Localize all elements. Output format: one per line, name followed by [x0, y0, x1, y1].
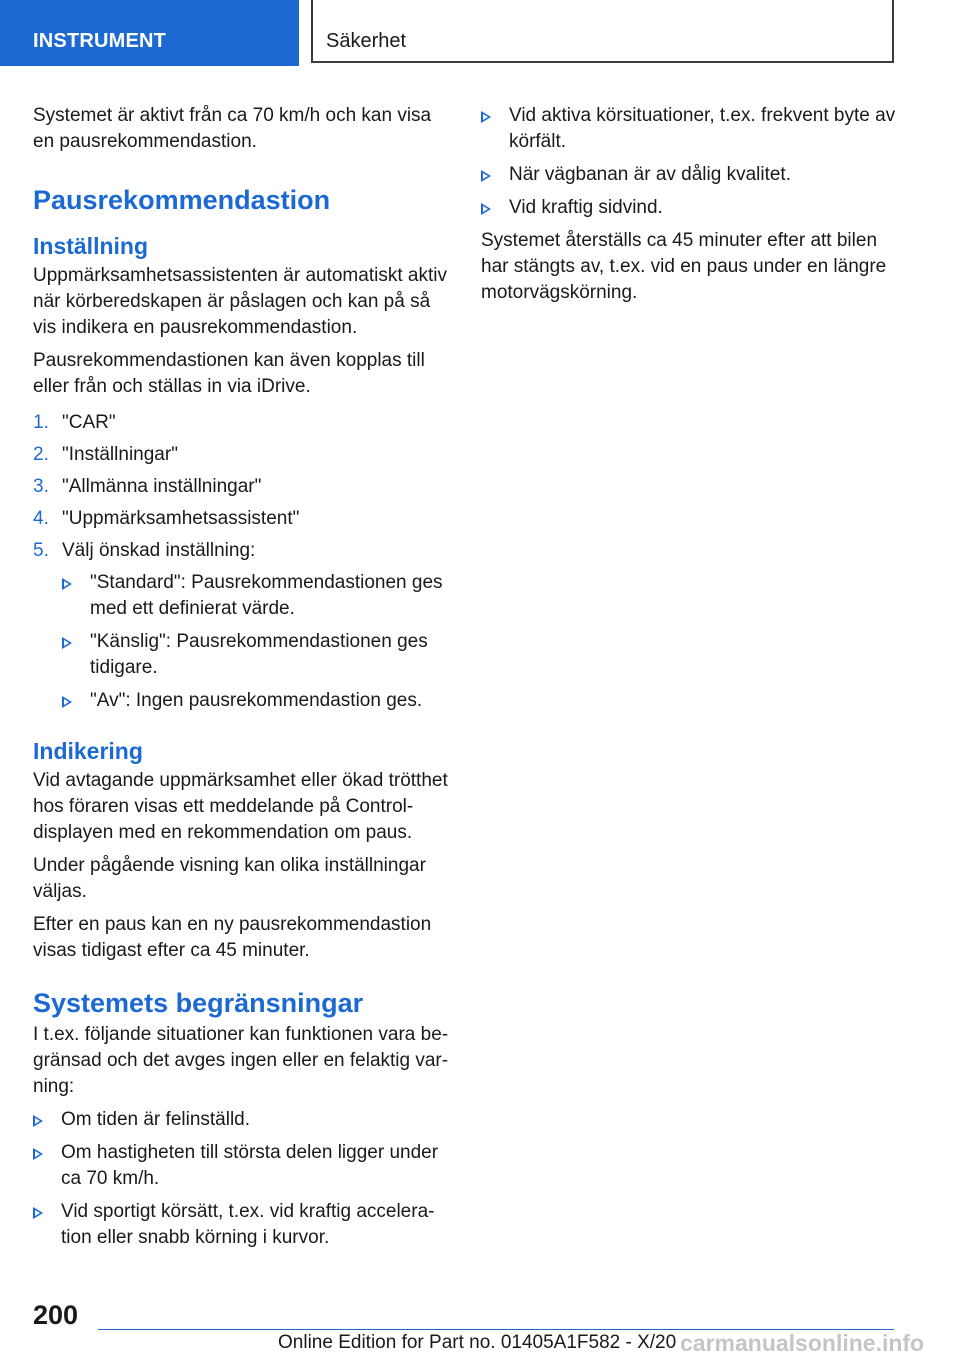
- heading-pause-recommendation: Pausrekommendastion: [33, 185, 331, 215]
- indication-paragraph-3: Efter en paus kan en ny pausrekommendastion visas tidigast efter ca 45 minuter.: [33, 914, 432, 961]
- indication-paragraph-2: Under pågående visning kan olika inställningar väljas.: [33, 855, 426, 902]
- page-number: 200: [33, 1300, 79, 1330]
- limit-text: När vägbanan är av dålig kvalitet.: [509, 164, 791, 185]
- step-item: [33, 474, 451, 500]
- triangle-bullet-icon: [62, 637, 72, 649]
- chapter-tab: [311, 0, 894, 63]
- triangle-bullet-icon: [33, 1148, 43, 1160]
- setting-steps: [33, 410, 451, 714]
- step-number: 3.: [33, 476, 49, 497]
- reset-paragraph: Systemet återställs ca 45 minuter efter att bilen har stängts av, t.ex. vid en paus under en längre motorvägskörning.: [481, 230, 887, 303]
- step-item: [33, 506, 451, 532]
- triangle-bullet-icon: [33, 1115, 43, 1127]
- edition-text: Online Edition for Part no. 01405A1F582 - X/20: [278, 1332, 677, 1353]
- heading-system-limits: Systemets begränsningar: [33, 988, 364, 1018]
- section-tab: [0, 0, 299, 66]
- limits-paragraph: I t.ex. följande situationer kan funktionen vara begränsad och det avges ingen eller en felaktig varning:: [33, 1024, 449, 1097]
- page-header: [0, 0, 960, 66]
- step-text: "Allmänna inställningar": [62, 476, 262, 497]
- section-title: INSTRUMENT: [33, 30, 167, 52]
- step-number: 1.: [33, 412, 49, 433]
- setting-paragraph-2: Pausrekommendastionen kan även kopplas till eller från och ställas in via iDrive.: [33, 350, 425, 397]
- limit-text: Vid aktiva körsituationer, t.ex. frekvent byte av körfält.: [509, 105, 896, 152]
- limit-text: Vid sportigt körsätt, t.ex. vid kraftig acceleration eller snabb körning i kurvor.: [61, 1201, 435, 1248]
- indication-paragraph-1: Vid avtagande uppmärksamhet eller ökad trötthet hos föraren visas ett meddelande på Control-displayen med en rekommendation om paus.: [33, 770, 448, 843]
- option-text: "Standard": Pausrekommendastionen ges med ett definierat värde.: [90, 572, 443, 619]
- triangle-bullet-icon: [481, 111, 491, 123]
- triangle-bullet-icon: [62, 696, 72, 708]
- limits-list: [33, 1107, 451, 1251]
- option-list: [62, 570, 451, 714]
- right-column: [481, 103, 899, 313]
- step-number: 2.: [33, 444, 49, 465]
- triangle-bullet-icon: [481, 203, 491, 215]
- step-text: "CAR": [62, 412, 116, 433]
- step-text: Välj önskad inställning:: [62, 540, 256, 561]
- list-item: [62, 629, 451, 681]
- limit-text: Vid kraftig sidvind.: [509, 197, 663, 218]
- triangle-bullet-icon: [33, 1207, 43, 1219]
- limit-text: Om hastigheten till största delen ligger under ca 70 km/h.: [61, 1142, 439, 1189]
- step-item: [33, 442, 451, 468]
- list-item: [481, 162, 899, 188]
- chapter-title: Säkerhet: [326, 30, 407, 52]
- option-text: "Av": Ingen pausrekommendastion ges.: [90, 690, 423, 711]
- list-item: [62, 570, 451, 622]
- heading-setting: Inställning: [33, 233, 148, 259]
- list-item: [33, 1107, 451, 1133]
- step-number: 5.: [33, 540, 49, 561]
- left-column: [33, 103, 451, 1258]
- list-item: [62, 688, 451, 714]
- list-item: [481, 195, 899, 221]
- limits-list-continued: [481, 103, 899, 221]
- step-item: [33, 410, 451, 436]
- step-text: "Inställningar": [62, 444, 178, 465]
- list-item: [33, 1199, 451, 1251]
- limit-text: Om tiden är felinställd.: [61, 1109, 251, 1130]
- intro-paragraph: Systemet är aktivt från ca 70 km/h och kan visa en pausrekommendastion.: [33, 105, 432, 152]
- triangle-bullet-icon: [62, 578, 72, 590]
- list-item: [33, 1140, 451, 1192]
- heading-indication: Indikering: [33, 738, 143, 764]
- step-number: 4.: [33, 508, 49, 529]
- step-item: [33, 538, 451, 714]
- setting-paragraph-1: Uppmärksamhetsassistenten är automatiskt aktiv när körberedskapen är påslagen och kan på så vis indikera en pausrekommendastion.: [33, 265, 447, 338]
- watermark: carmanualsonline.info: [680, 1330, 925, 1356]
- step-text: "Uppmärksamhetsassistent": [62, 508, 300, 529]
- list-item: [481, 103, 899, 155]
- option-text: "Känslig": Pausrekommendastionen ges tidigare.: [90, 631, 428, 678]
- triangle-bullet-icon: [481, 170, 491, 182]
